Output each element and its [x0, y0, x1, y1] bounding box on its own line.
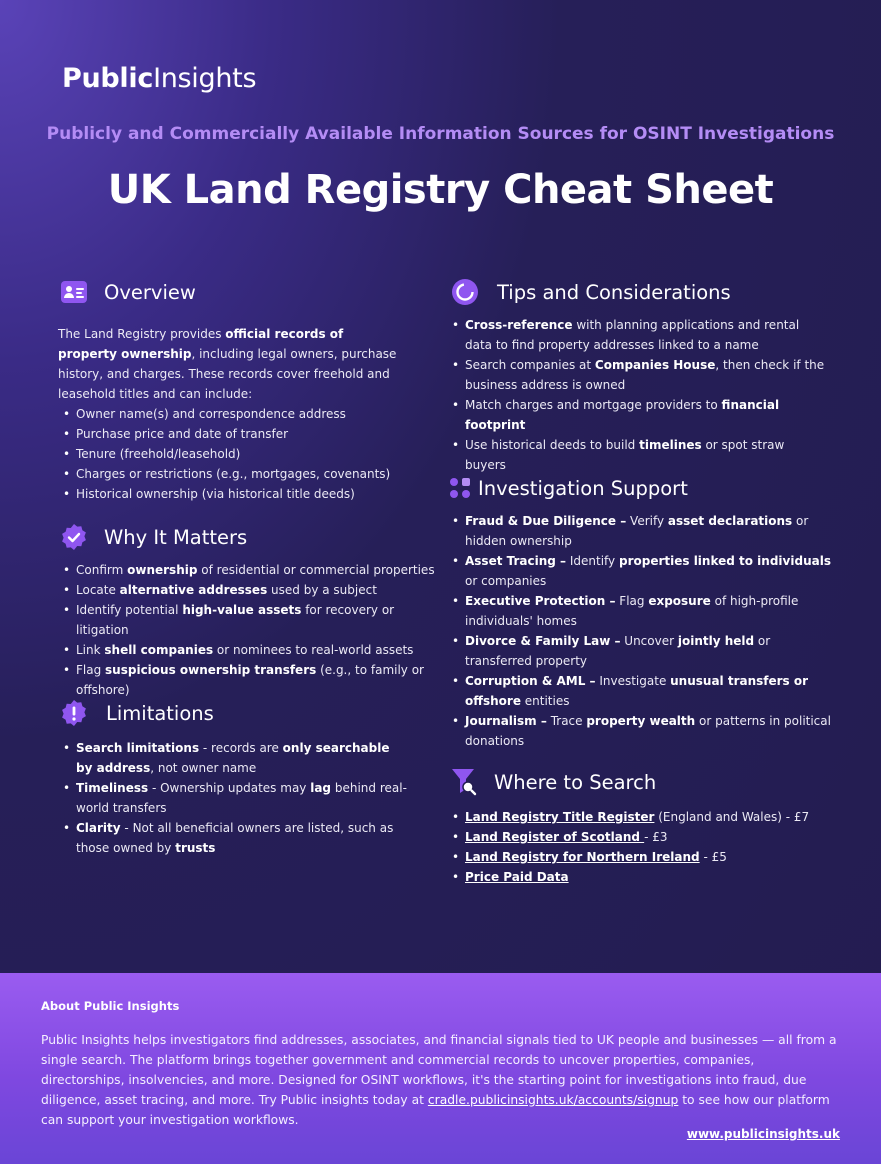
body-text: Owner name(s) and correspondence address: [76, 407, 346, 421]
body-text: or spot straw buyers: [465, 438, 785, 472]
where-heading: Where to Search: [494, 770, 657, 794]
body-text: with planning applications and rental data to find property addresses linked to a name: [465, 318, 800, 352]
list-item: [447, 827, 827, 847]
body-text: - Ownership updates may: [148, 781, 311, 795]
footer-about-heading: About Public Insights: [41, 999, 180, 1013]
footer: [0, 973, 881, 1164]
where-section-header: [450, 768, 656, 796]
body-text: Purchase price and date of transfer: [76, 427, 289, 441]
body-text: Confirm: [76, 563, 128, 577]
body-text: Investigate: [595, 674, 671, 688]
list-item: [447, 435, 827, 475]
emphasis-text: properties linked to individuals: [618, 554, 831, 568]
body-text: or hidden ownership: [465, 514, 809, 548]
list-item: [58, 580, 438, 600]
body-text: Trace: [546, 714, 587, 728]
support-list: [447, 511, 832, 751]
emphasis-text: property wealth: [586, 714, 696, 728]
body-text: of residential or commercial properties: [197, 563, 435, 577]
body-text: Match charges and mortgage providers to: [465, 398, 722, 412]
overview-heading: Overview: [104, 280, 196, 304]
body-text: Flag: [76, 663, 106, 677]
brand-bold: Public: [62, 63, 154, 94]
list-item: [447, 551, 832, 591]
body-text: (e.g., to family or offshore): [76, 663, 424, 697]
body-text: , then check if the business address is owned: [465, 358, 825, 392]
list-item: [58, 444, 438, 464]
list-item: [447, 807, 827, 827]
emphasis-text: ownership: [127, 563, 198, 577]
emphasis-text: trusts: [175, 841, 216, 855]
list-item: [447, 671, 832, 711]
list-item: [58, 660, 438, 700]
emphasis-text: Corruption & AML –: [465, 674, 596, 688]
emphasis-text: timelines: [639, 438, 702, 452]
list-item: [447, 591, 832, 631]
list-item: [58, 600, 438, 640]
body-text: Verify: [626, 514, 668, 528]
grid-dots-icon: [448, 474, 472, 502]
body-text: Identify: [566, 554, 619, 568]
emphasis-text: suspicious ownership transfers: [105, 663, 317, 677]
emphasis-text: only searchable by address: [76, 741, 390, 775]
body-text: Locate: [76, 583, 120, 597]
emphasis-text: Journalism –: [465, 714, 547, 728]
source-link[interactable]: Price Paid Data: [465, 870, 569, 884]
where-list: [447, 807, 827, 887]
list-item: [447, 631, 832, 671]
body-text: - £5: [699, 850, 727, 864]
footer-desc-text-end: to see how our platform can support your investigation workflows.: [41, 1093, 830, 1127]
search-funnel-icon: [450, 768, 478, 796]
emphasis-text: shell companies: [104, 643, 214, 657]
body-text: behind real-world transfers: [76, 781, 407, 815]
why-list: [58, 560, 438, 700]
tips-section-header: [451, 278, 731, 306]
overview-intro: [58, 324, 398, 404]
body-text: , not owner name: [150, 761, 257, 775]
footer-description: [41, 1030, 841, 1130]
body-text: - £3: [644, 830, 668, 844]
emphasis-text: Asset Tracing –: [465, 554, 567, 568]
list-item: [58, 424, 438, 444]
body-text: Link: [76, 643, 105, 657]
signup-link[interactable]: cradle.publicinsights.uk/accounts/signup: [427, 1093, 679, 1107]
tips-heading: Tips and Considerations: [497, 280, 731, 304]
limits-heading: Limitations: [106, 701, 214, 725]
body-text: for recovery or litigation: [76, 603, 395, 637]
list-item: [447, 847, 827, 867]
overview-section-header: [60, 278, 196, 306]
emphasis-text: exposure: [648, 594, 711, 608]
body-text: Historical ownership (via historical title deeds): [76, 487, 355, 501]
emphasis-text: jointly held: [677, 634, 755, 648]
support-section-header: [448, 474, 688, 502]
id-card-icon: [60, 278, 88, 306]
emphasis-text: Clarity: [76, 821, 121, 835]
list-item: [447, 867, 827, 887]
limits-section-header: [60, 699, 214, 727]
source-link[interactable]: Land Register of Scotland: [465, 830, 645, 844]
emphasis-text: Search limitations: [76, 741, 200, 755]
body-text: - Not all beneficial owners are listed, such as those owned by: [76, 821, 394, 855]
emphasis-text: lag: [310, 781, 332, 795]
emphasis-text: Fraud & Due Diligence –: [465, 514, 627, 528]
body-text: Tenure (freehold/leasehold): [76, 447, 241, 461]
page-title: UK Land Registry Cheat Sheet: [107, 167, 774, 213]
body-text: - records are: [199, 741, 283, 755]
emphasis-text: Divorce & Family Law –: [465, 634, 621, 648]
list-item: [58, 404, 438, 424]
emphasis-text: high-value assets: [182, 603, 302, 617]
progress-circle-icon: [451, 278, 479, 306]
why-section-header: [60, 523, 247, 551]
body-text: of high-profile individuals' homes: [465, 594, 799, 628]
list-item: [447, 315, 827, 355]
list-item: [447, 395, 827, 435]
emphasis-text: asset declarations: [667, 514, 793, 528]
list-item: [447, 355, 827, 395]
emphasis-text: Timeliness: [76, 781, 149, 795]
body-text: Flag: [615, 594, 649, 608]
list-item: [58, 560, 438, 580]
verified-badge-icon: [60, 523, 88, 551]
body-text: Charges or restrictions (e.g., mortgages, covenants): [76, 467, 391, 481]
body-text: The Land Registry provides: [58, 327, 226, 341]
brand-light: Insights: [153, 63, 257, 94]
page-subtitle: Publicly and Commercially Available Information Sources for OSINT Investigations: [46, 124, 835, 144]
emphasis-text: Cross-reference: [465, 318, 573, 332]
tips-list: [447, 315, 827, 475]
list-item: [58, 818, 408, 858]
body-text: or companies: [465, 574, 547, 588]
body-text: (England and Wales) - £7: [654, 810, 810, 824]
list-item: [58, 640, 438, 660]
body-text: or transferred property: [465, 634, 771, 668]
emphasis-text: unusual transfers or offshore: [465, 674, 809, 708]
footer-desc-text: Public Insights helps investigators find addresses, associates, and financial signals tied to UK people and businesses — all from a single search. The platform brings together government and commercial records to uncover properties, companies, directorships, insolvencies, and more. Designed for OSINT workflows, it's the starting point for investigations into fraud, due diligence, asset tracing, and more. Try Public insights today at: [41, 1033, 837, 1107]
list-item: [58, 778, 408, 818]
emphasis-text: alternative addresses: [119, 583, 268, 597]
body-text: entities: [520, 694, 570, 708]
support-heading: Investigation Support: [478, 476, 688, 500]
body-text: Identify potential: [76, 603, 183, 617]
emphasis-text: Executive Protection –: [465, 594, 616, 608]
why-heading: Why It Matters: [104, 525, 248, 549]
website-link[interactable]: www.publicinsights.uk: [686, 1127, 840, 1141]
emphasis-text: financial footprint: [465, 398, 780, 432]
body-text: , including legal owners, purchase history, and charges. These records cover freehold and leasehold titles and can include:: [58, 347, 397, 401]
body-text: or patterns in political donations: [465, 714, 831, 748]
limits-list: [58, 738, 408, 858]
list-item: [58, 738, 408, 778]
list-item: [58, 464, 438, 484]
source-link[interactable]: Land Registry Title Register: [465, 810, 655, 824]
overview-list: [58, 404, 438, 504]
source-link[interactable]: Land Registry for Northern Ireland: [465, 850, 700, 864]
brand-logo: [62, 63, 256, 94]
body-text: Search companies at: [465, 358, 595, 372]
body-text: Use historical deeds to build: [465, 438, 640, 452]
body-text: or nominees to real-world assets: [213, 643, 414, 657]
list-item: [447, 511, 832, 551]
list-item: [58, 484, 438, 504]
body-text: Uncover: [620, 634, 678, 648]
emphasis-text: Companies House: [594, 358, 716, 372]
emphasis-text: official records of property ownership: [58, 327, 344, 361]
list-item: [447, 711, 832, 751]
alert-badge-icon: [60, 699, 88, 727]
body-text: used by a subject: [267, 583, 377, 597]
